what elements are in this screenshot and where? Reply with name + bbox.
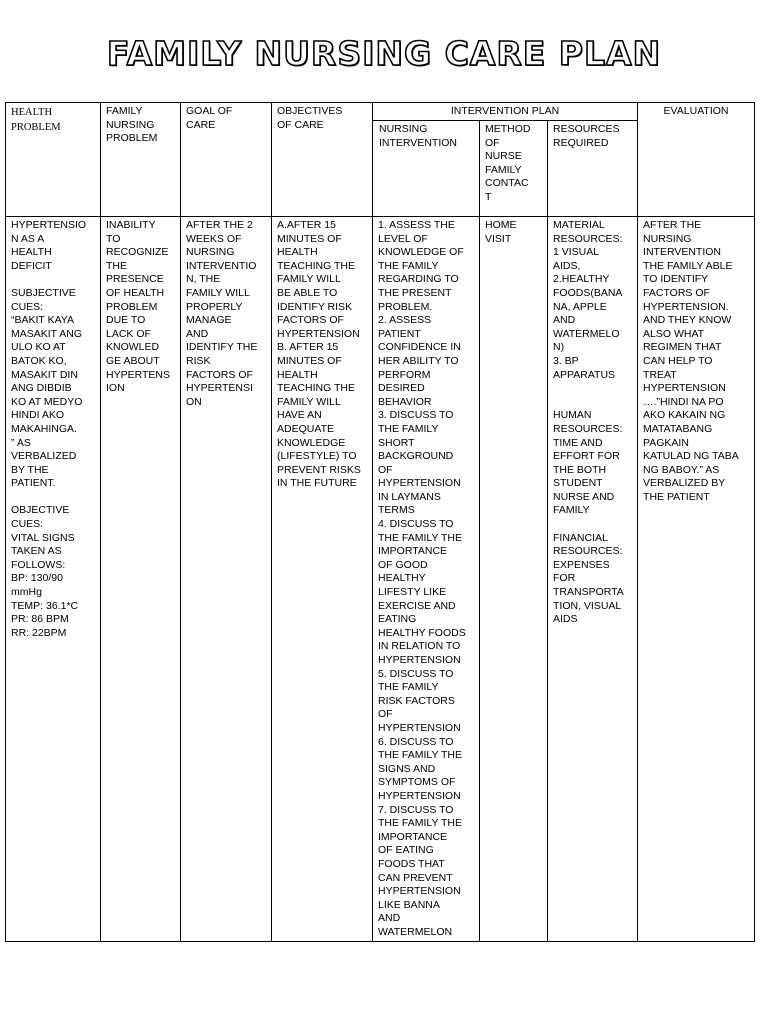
header-family-nursing-problem-text: FAMILY NURSING PROBLEM: [106, 105, 158, 145]
header-family-nursing-problem: [101, 103, 181, 217]
resources-required-text: MATERIAL RESOURCES: 1 VISUAL AIDS, 2.HEALTHY FOODS(BANA NA, APPLE AND WATERMELO N) 3. BP APPARATUS HUMAN RESOURCES: TIME AND EFFORT FOR THE BOTH STUDENT NURSE AND FAMILY FINANCIAL RESOURCES: EXPENSES FOR TRANSPORTA TION, VISUAL AIDS: [553, 219, 624, 626]
header-intervention-plan: INTERVENTION PLAN: [373, 103, 638, 121]
header-health-problem: [6, 103, 101, 217]
cell-nursing-intervention: [373, 217, 480, 942]
header-row: [6, 103, 755, 121]
header-goal-of-care-text: GOAL OF CARE: [186, 105, 233, 131]
cell-method-of-contact: [480, 217, 548, 942]
objectives-of-care-text: A.AFTER 15 MINUTES OF HEALTH TEACHING THE FAMILY WILL BE ABLE TO IDENTIFY RISK FACTORS OF HYPERTENSION B. AFTER 15 MINUTES OF HEALTH TEACHING THE FAMILY WILL HAVE AN ADEQUATE KNOWLEDGE (LIFESTYLE) TO PREVENT RISKS IN THE FUTURE: [277, 219, 361, 490]
cell-health-problem: [6, 217, 101, 942]
header-health-problem-text: HEALTH PROBLEM: [11, 107, 61, 133]
nursing-intervention-text: 1. ASSESS THE LEVEL OF KNOWLEDGE OF THE FAMILY REGARDING TO THE PRESENT PROBLEM. 2. ASSESS PATIENT CONFIDENCE IN HER ABILITY TO PERFORM DESIRED BEHAVIOR 3. DISCUSS TO THE FAMILY SHORT BACKGROUND OF HYPERTENSION IN LAYMANS TERMS 4. DISCUSS TO THE FAMILY THE IMPORTANCE OF GOOD HEALTHY LIFESTY LIKE EXERCISE AND EATING HEALTHY FOODS IN RELATION TO HYPERTENSION 5. DISCUSS TO THE FAMILY RISK FACTORS OF HYPERTENSION 6. DISCUSS TO THE FAMILY THE SIGNS AND SYMPTOMS OF HYPERTENSION 7. DISCUSS TO THE FAMILY THE IMPORTANCE OF EATING FOODS THAT CAN PREVENT HYPERTENSION LIKE BANNA AND WATERMELON: [378, 219, 466, 938]
page-title: FAMILY NURSING CARE PLAN: [106, 34, 662, 73]
care-plan-table: [5, 102, 755, 942]
health-problem-text: HYPERTENSIO N AS A HEALTH DEFICIT SUBJECTIVE CUES: “BAKIT KAYA MASAKIT ANG ULO KO AT BATOK KO, MASAKIT DIN ANG DIBDIB KO AT MEDYO HINDI AKO MAKAHINGA. ” AS VERBALIZED BY THE PATIENT. OBJECTIVE CUES: VITAL SIGNS TAKEN AS FOLLOWS: BP: 130/90 mmHg TEMP: 36.1*C PR: 86 BPM RR: 22BPM: [11, 219, 87, 639]
cell-resources-required: [548, 217, 638, 942]
method-of-contact-text: HOME VISIT: [485, 219, 517, 245]
cell-family-nursing-problem: [101, 217, 181, 942]
header-goal-of-care: [181, 103, 272, 217]
header-objectives-of-care: [272, 103, 373, 217]
header-nursing-intervention: [373, 121, 480, 217]
header-nursing-intervention-text: NURSING INTERVENTION: [379, 123, 457, 149]
header-method-of-contact: [480, 121, 548, 217]
cell-evaluation: [638, 217, 755, 942]
header-method-of-contact-text: METHOD OF NURSE FAMILY CONTAC T: [485, 123, 531, 203]
cell-goal-of-care: [181, 217, 272, 942]
evaluation-text: AFTER THE NURSING INTERVENTION THE FAMILY ABLE TO IDENTIFY FACTORS OF HYPERTENSION. AND THEY KNOW ALSO WHAT REGIMEN THAT CAN HELP TO TREAT HYPERTENSION ….”HINDI NA PO AKO KAKAIN NG MATATABANG PAGKAIN KATULAD NG TABA NG BABOY.” AS VERBALIZED BY THE PATIENT: [643, 219, 739, 503]
family-nursing-problem-text: INABILITY TO RECOGNIZE THE PRESENCE OF HEALTH PROBLEM DUE TO LACK OF KNOWLED GE ABOUT HYPERTENS ION: [106, 219, 170, 395]
header-resources-required: [548, 121, 638, 217]
table-row: [6, 217, 755, 942]
cell-objectives-of-care: [272, 217, 373, 942]
header-evaluation: EVALUATION: [638, 103, 755, 217]
header-objectives-of-care-text: OBJECTIVES OF CARE: [277, 105, 343, 131]
goal-of-care-text: AFTER THE 2 WEEKS OF NURSING INTERVENTIO N, THE FAMILY WILL PROPERLY MANAGE AND IDENTIFY THE RISK FACTORS OF HYPERTENSI ON: [186, 219, 258, 408]
header-resources-required-text: RESOURCES REQUIRED: [553, 123, 620, 149]
